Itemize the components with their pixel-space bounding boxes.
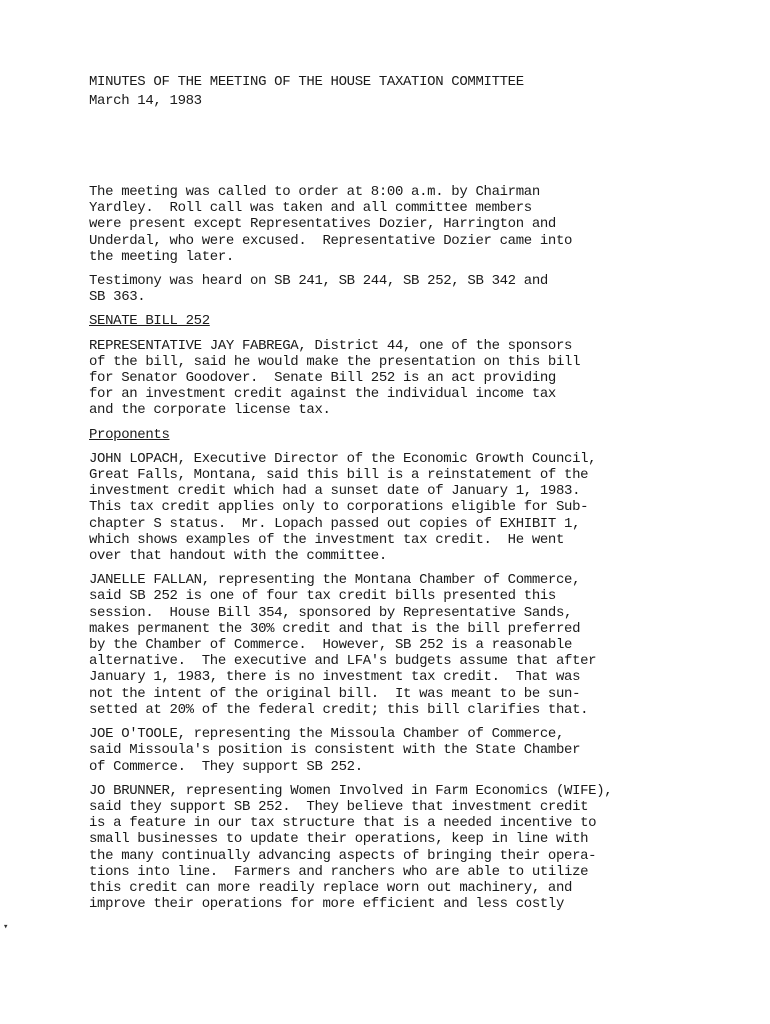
call-to-order-paragraph [89,184,729,265]
section-heading: SENATE BILL 252 [89,313,210,330]
meeting-date: March 14, 1983 [89,93,202,109]
proponents-heading: Proponents [89,426,170,443]
text-line: for Senator Goodover. Senate Bill 252 is an act providing [89,370,556,387]
proponent-paragraph-brunner [89,783,729,913]
text-line: JANELLE FALLAN, representing the Montana Chamber of Commerce, [89,572,581,589]
text-line: the many continually advancing aspects of bringing their opera- [89,847,597,864]
text-line: Great Falls, Montana, said this bill is a reinstatement of the [89,467,589,484]
sponsor-paragraph [89,338,729,419]
text-line: JO BRUNNER, representing Women Involved in Farm Economics (WIFE), [89,782,613,799]
proponent-paragraph-fallan [89,572,729,718]
text-line: Testimony was heard on SB 241, SB 244, SB 252, SB 342 and [89,273,548,290]
text-line: session. House Bill 354, sponsored by Representative Sands, [89,604,573,621]
text-line: said Missoula's position is consistent with the State Chamber [89,742,581,759]
text-line: makes permanent the 30% credit and that is the bill preferred [89,620,581,637]
text-line: setted at 20% of the federal credit; this bill clarifies that. [89,701,589,718]
text-line: small businesses to update their operations, keep in line with [89,831,589,848]
text-line: for an investment credit against the individual income tax [89,386,556,403]
text-line: of the bill, said he would make the presentation on this bill [89,353,581,370]
proponent-paragraph-otoole [89,726,729,775]
text-line: and the corporate license tax. [89,402,331,419]
text-line: The meeting was called to order at 8:00 a.m. by Chairman [89,184,540,200]
text-line: by the Chamber of Commerce. However, SB 252 is a reasonable [89,637,573,654]
document-title: MINUTES OF THE MEETING OF THE HOUSE TAXATION COMMITTEE [89,74,524,90]
text-line: chapter S status. Mr. Lopach passed out copies of EXHIBIT 1, [89,515,581,532]
text-line: alternative. The executive and LFA's budgets assume that after [89,653,597,670]
text-line: said they support SB 252. They believe that investment credit [89,798,589,815]
text-line: January 1, 1983, there is no investment tax credit. That was [89,669,581,686]
text-line: tions into line. Farmers and ranchers who are able to utilize [89,863,589,880]
text-line: This tax credit applies only to corporations eligible for Sub- [89,499,589,516]
document-body [89,184,729,920]
text-line: JOHN LOPACH, Executive Director of the Economic Growth Council, [89,450,597,467]
text-line: is a feature in our tax structure that is a needed incentive to [89,815,597,832]
proponent-paragraph-lopach [89,451,729,564]
text-line: improve their operations for more efficient and less costly [89,896,565,913]
text-line: investment credit which had a sunset date of January 1, 1983. [89,483,581,500]
text-line: not the intent of the original bill. It was meant to be sun- [89,685,581,702]
text-line: REPRESENTATIVE JAY FABREGA, District 44, one of the sponsors [89,337,573,354]
text-line: were present except Representatives Dozier, Harrington and [89,216,556,233]
text-line: said SB 252 is one of four tax credit bills presented this [89,588,556,605]
text-line: which shows examples of the investment tax credit. He went [89,531,565,548]
text-line: Underdal, who were excused. Representative Dozier came into [89,232,573,249]
text-line: JOE O'TOOLE, representing the Missoula Chamber of Commerce, [89,726,565,743]
text-line: the meeting later. [89,248,234,265]
margin-mark: ▾ [3,922,9,932]
text-line: SB 363. [89,289,146,306]
text-line: over that handout with the committee. [89,548,387,565]
document-header [89,73,524,111]
testimony-paragraph [89,273,729,305]
text-line: Yardley. Roll call was taken and all committee members [89,200,532,217]
text-line: this credit can more readily replace worn out machinery, and [89,879,573,896]
text-line: of Commerce. They support SB 252. [89,758,363,775]
